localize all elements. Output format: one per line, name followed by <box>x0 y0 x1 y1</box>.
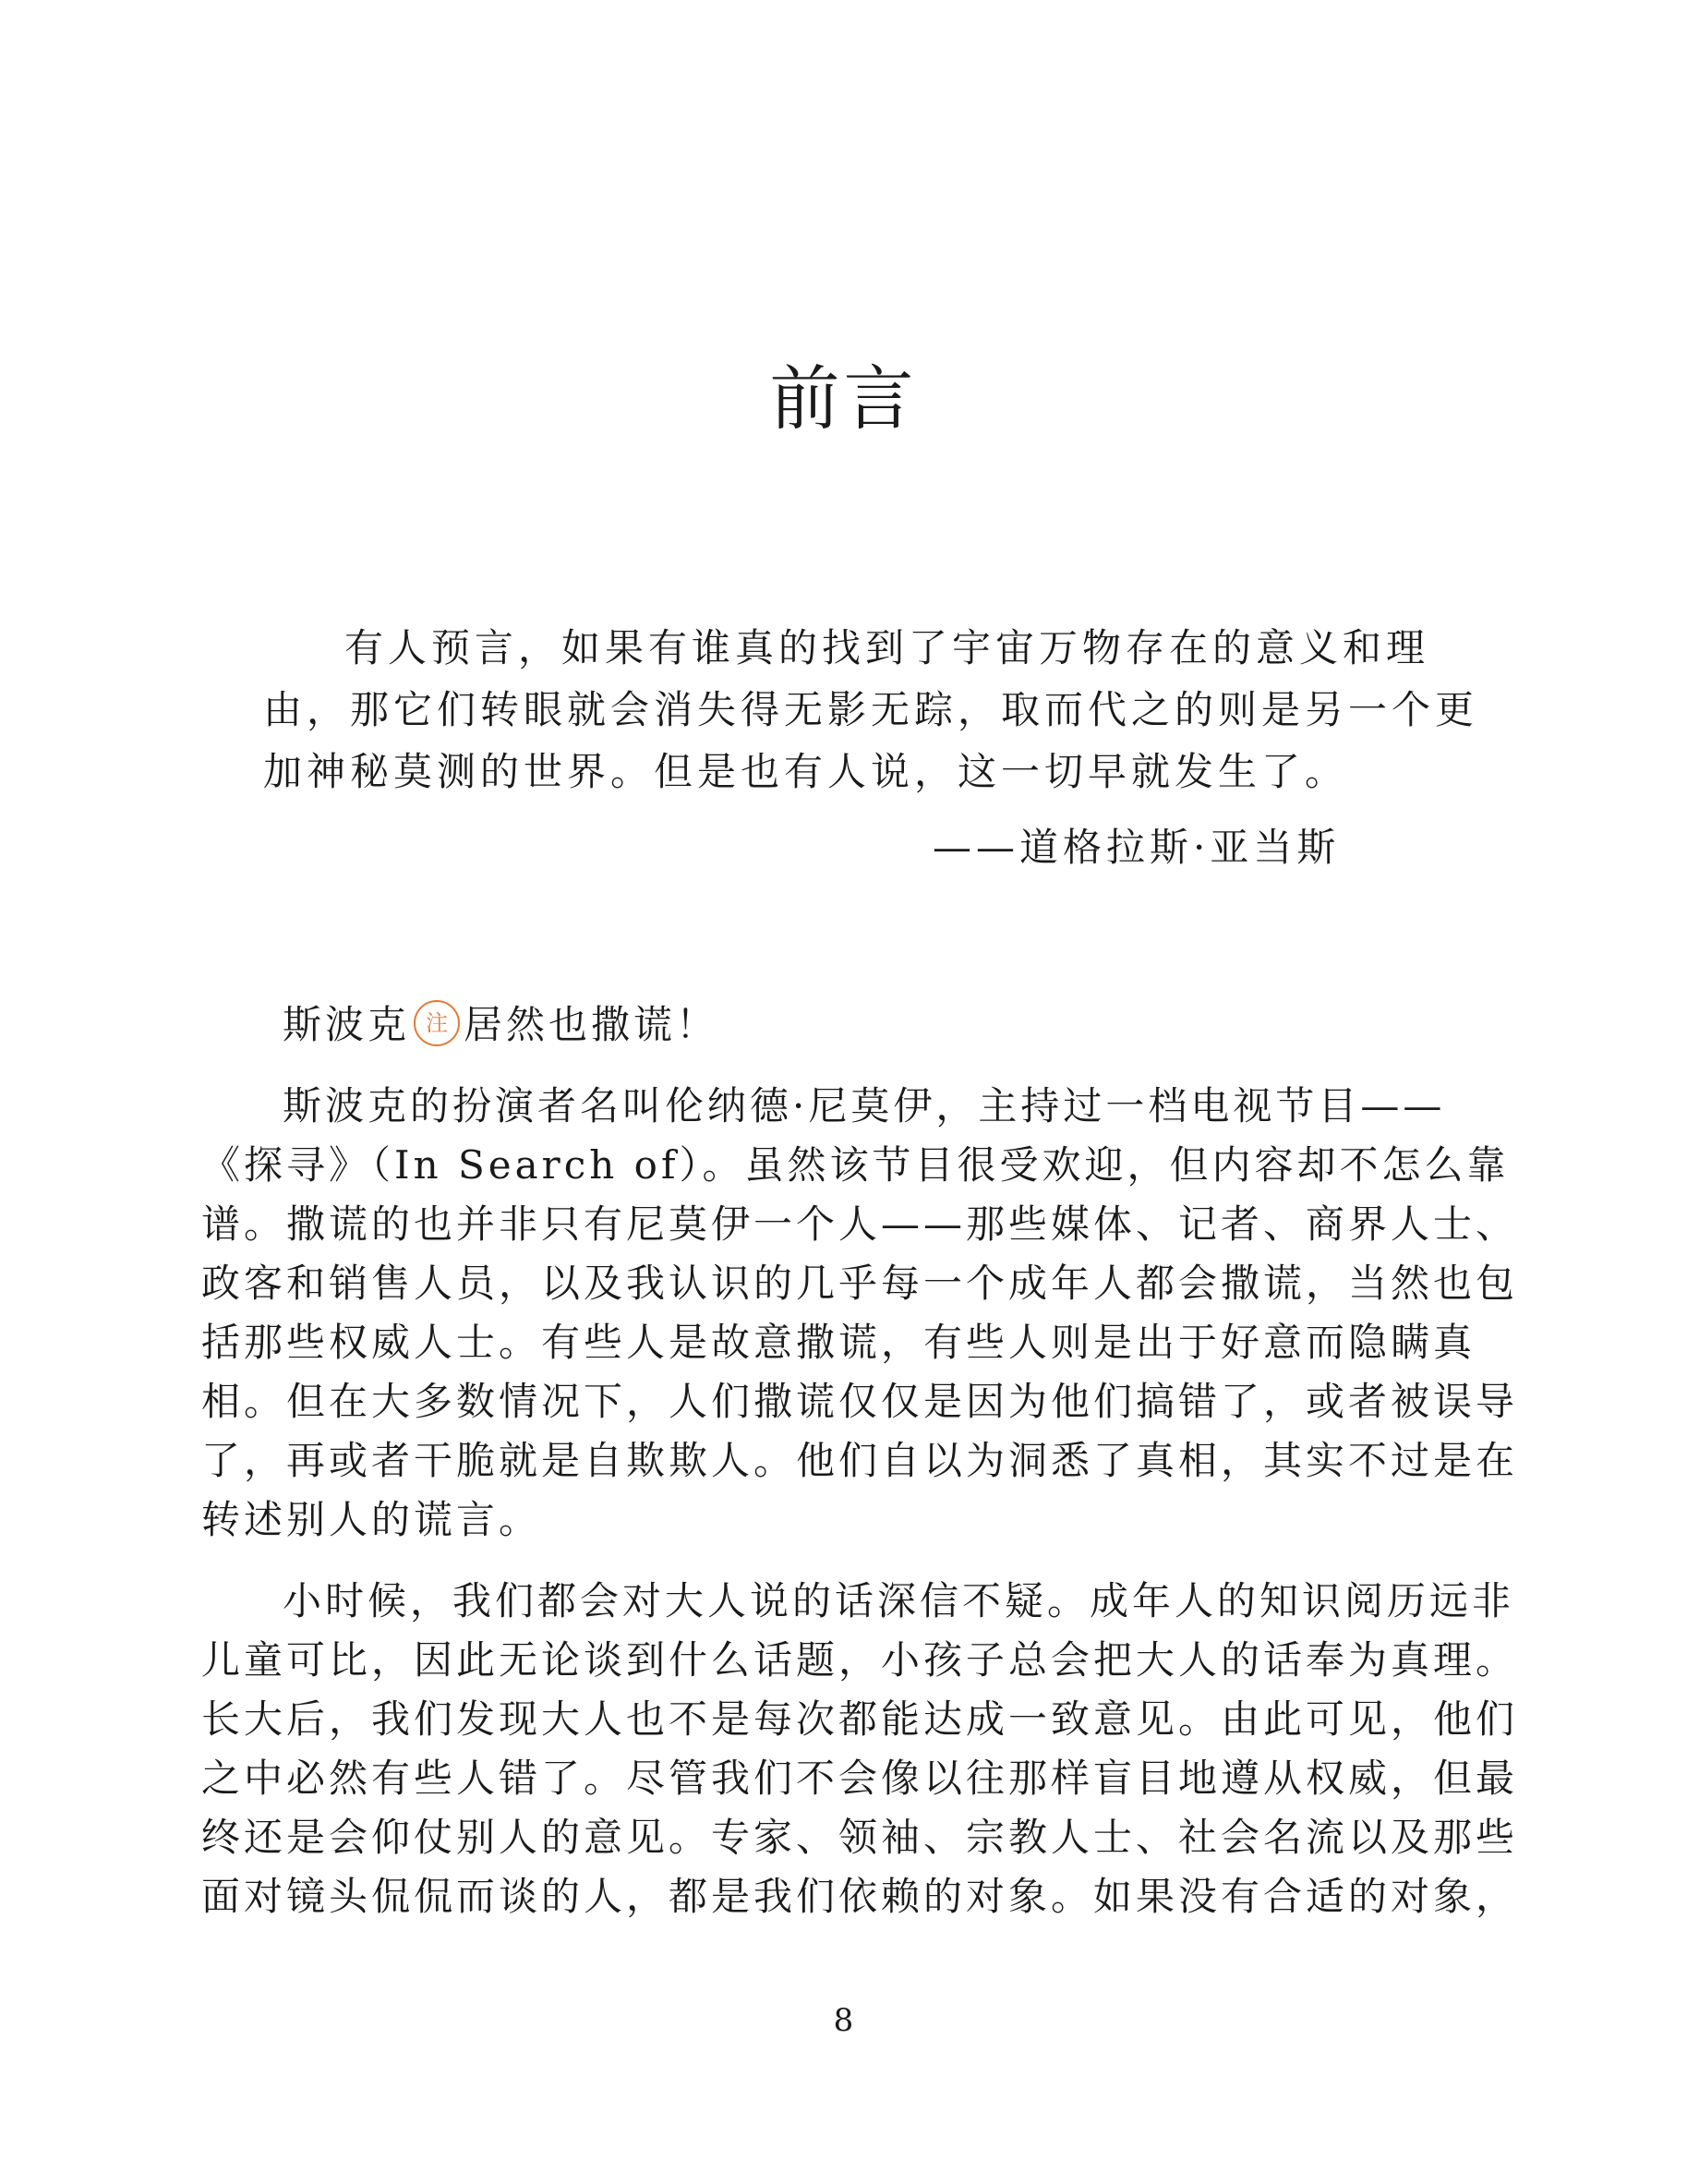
heading-before: 斯波克 <box>283 1002 411 1047</box>
paragraph-2 <box>201 1572 1519 1926</box>
paragraph-line: 政客和销售人员，以及我认识的几乎每一个成年人都会撒谎，当然也包 <box>201 1261 1519 1306</box>
page-number: 8 <box>833 2002 854 2039</box>
heading-line <box>201 995 1494 1055</box>
body-text <box>201 995 1519 1949</box>
paragraph-line: 之中必然有些人错了。尽管我们不会像以往那样盲目地遵从权威，但最 <box>201 1756 1519 1801</box>
page-title: 前言 <box>769 357 918 440</box>
paragraph-line: 相。但在大多数情况下，人们撒谎仅仅是因为他们搞错了，或者被误导 <box>201 1379 1519 1424</box>
epigraph-line: 有人预言，如果有谁真的找到了宇宙万物存在的意义和理 <box>344 625 1430 670</box>
paragraph-line: 斯波克的扮演者名叫伦纳德·尼莫伊，主持过一档电视节目—— <box>283 1083 1446 1128</box>
paragraph-line: 面对镜头侃侃而谈的人，都是我们依赖的对象。如果没有合适的对象， <box>201 1874 1519 1919</box>
paragraph-line: 括那些权威人士。有些人是故意撒谎，有些人则是出于好意而隐瞒真 <box>201 1320 1476 1365</box>
epigraph-attribution: ——道格拉斯·亚当斯 <box>933 825 1341 870</box>
paragraph-line: 谱。撒谎的也并非只有尼莫伊一个人——那些媒体、记者、商界人士、 <box>201 1201 1519 1247</box>
epigraph <box>263 617 1479 802</box>
footnote-marker-icon[interactable]: 注 <box>414 1000 460 1046</box>
epigraph-line: 由，那它们转眼就会消失得无影无踪，取而代之的则是另一个更 <box>263 687 1479 732</box>
paragraph-line: 终还是会仰仗别人的意见。专家、领袖、宗教人士、社会名流以及那些 <box>201 1815 1519 1860</box>
heading-paragraph <box>201 995 1494 1055</box>
paragraph-line: 转述别人的谎言。 <box>201 1497 542 1542</box>
paragraph-line: 了，再或者干脆就是自欺欺人。他们自以为洞悉了真相，其实不过是在 <box>201 1438 1519 1483</box>
heading-after: 居然也撒谎！ <box>464 1002 719 1047</box>
paragraph-line: 《探寻》（In Search of）。虽然该节目很受欢迎，但内容却不怎么靠 <box>201 1142 1510 1188</box>
paragraph-line: 小时候，我们都会对大人说的话深信不疑。成年人的知识阅历远非 <box>283 1578 1515 1623</box>
epigraph-line: 加神秘莫测的世界。但是也有人说，这一切早就发生了。 <box>263 749 1349 794</box>
paragraph-line: 儿童可比，因此无论谈到什么话题，小孩子总会把大人的话奉为真理。 <box>201 1637 1519 1683</box>
paragraph-line: 长大后，我们发现大人也不是每次都能达成一致意见。由此可见，他们 <box>201 1696 1519 1742</box>
paragraph-1 <box>201 1077 1519 1550</box>
